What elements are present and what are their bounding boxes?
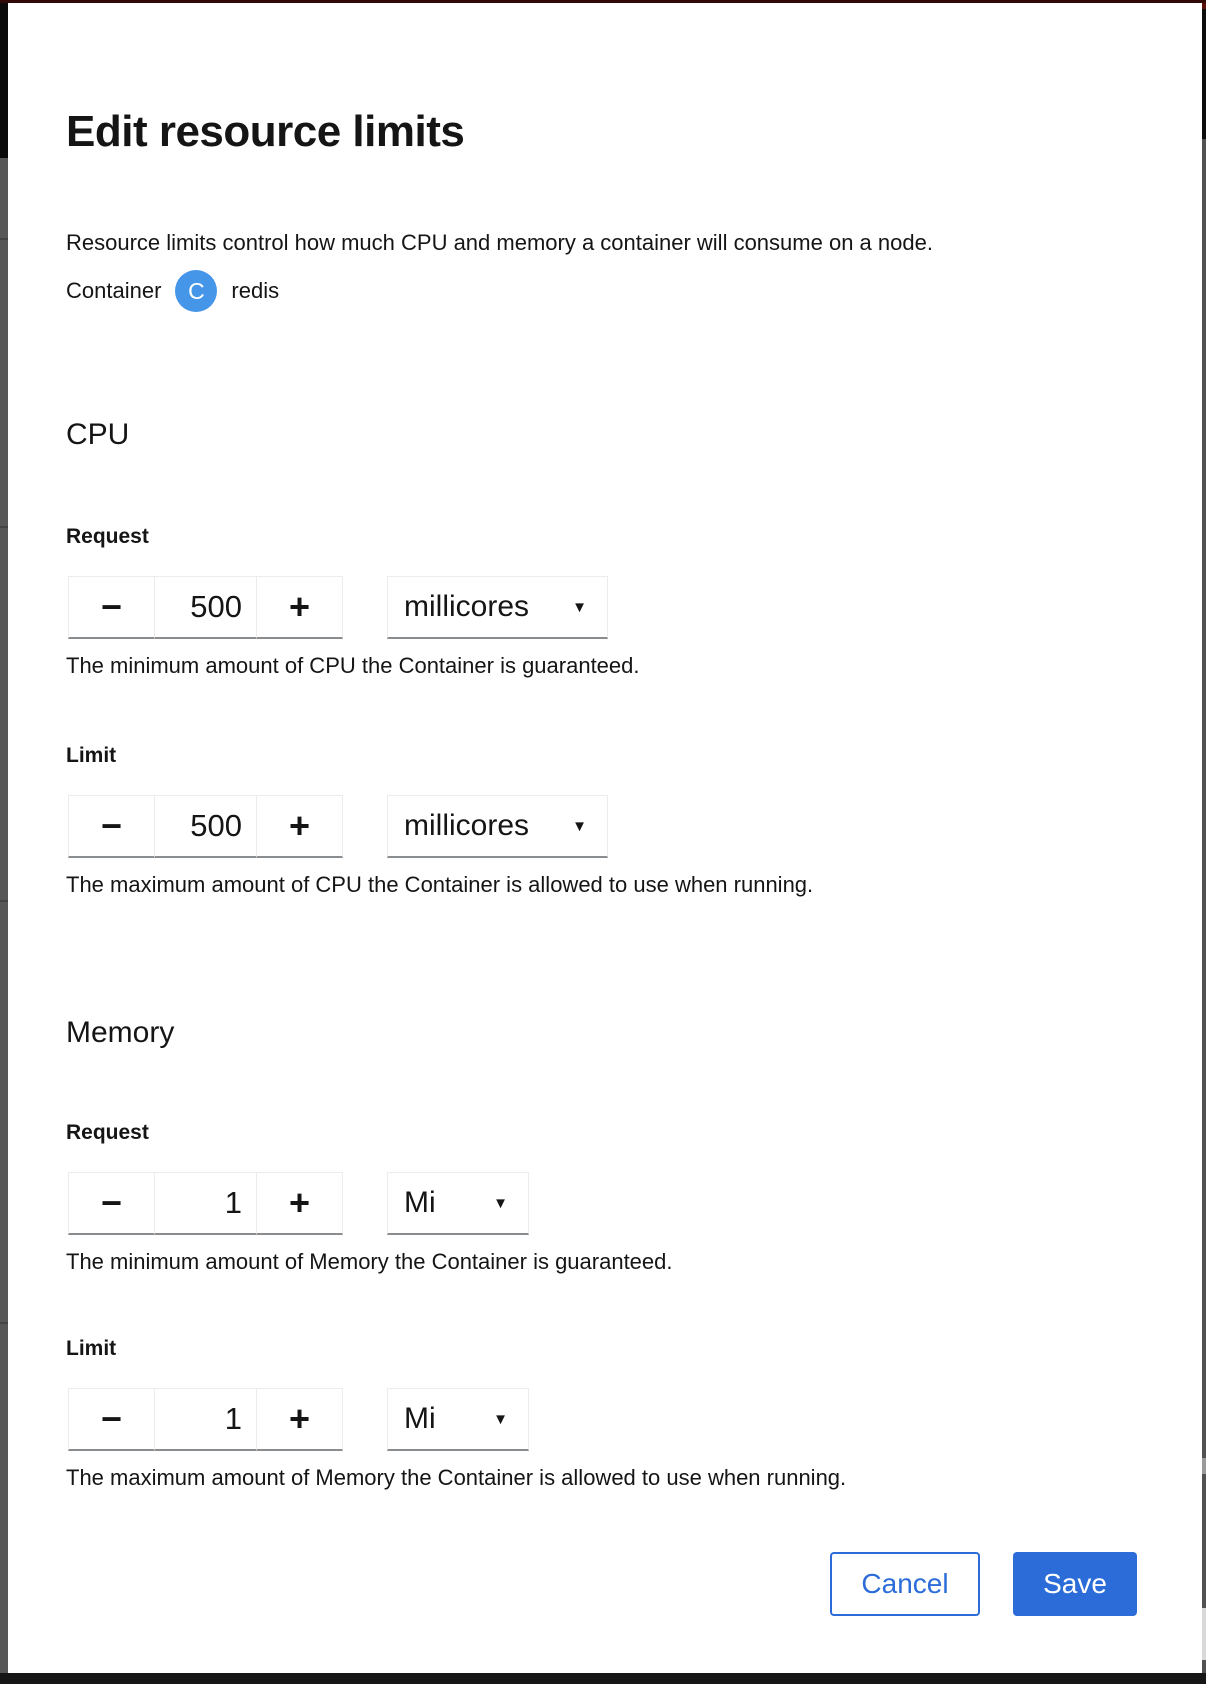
field-help-text: The maximum amount of Memory the Container is allowed to use when running.: [66, 1465, 847, 1490]
memory-limit-value-input[interactable]: [154, 1388, 257, 1451]
backdrop-line: [0, 1322, 8, 1324]
unit-select-value: Mi: [404, 1402, 436, 1435]
memory-limit-stepper: [68, 1388, 343, 1451]
caret-down-icon: ▼: [572, 598, 587, 616]
minus-button[interactable]: [68, 576, 155, 639]
caret-down-icon: ▼: [572, 817, 587, 835]
cpu-limit-stepper: [68, 795, 343, 858]
minus-button[interactable]: [68, 795, 155, 858]
cpu-request-value-input[interactable]: [154, 576, 257, 639]
backdrop-left-strip: [0, 0, 8, 1684]
unit-select-value: millicores: [404, 590, 530, 623]
field-group-cpu-request: [66, 524, 1186, 684]
field-help-text: The minimum amount of CPU the Container is guaranteed.: [66, 653, 640, 678]
container-badge-icon: C: [175, 270, 217, 312]
cpu-limit-unit-select[interactable]: [387, 795, 608, 858]
section-heading-memory: Memory: [66, 1015, 175, 1049]
container-row: [66, 269, 279, 313]
plus-button[interactable]: [256, 1388, 343, 1451]
minus-icon: −: [100, 586, 123, 627]
backdrop-line: [0, 526, 8, 528]
memory-request-unit-select[interactable]: [387, 1172, 529, 1235]
edit-resource-limits-dialog: [8, 3, 1202, 1673]
field-group-cpu-limit: [66, 743, 1186, 903]
backdrop-dark-segment: [0, 0, 8, 158]
field-group-memory-limit: [66, 1336, 1186, 1496]
field-group-memory-request: [66, 1120, 1186, 1280]
minus-icon: −: [100, 1398, 123, 1439]
plus-button[interactable]: [256, 795, 343, 858]
cpu-limit-value-input[interactable]: [154, 795, 257, 858]
backdrop-line: [0, 900, 8, 902]
plus-icon: +: [288, 586, 311, 627]
backdrop-bottom-strip: [0, 1673, 1206, 1684]
plus-icon: +: [288, 1398, 311, 1439]
caret-down-icon: ▼: [493, 1194, 508, 1212]
plus-button[interactable]: [256, 576, 343, 639]
save-button[interactable]: Save: [1013, 1552, 1137, 1616]
field-label-limit: Limit: [66, 1337, 117, 1360]
minus-icon: −: [100, 1182, 123, 1223]
unit-select-value: Mi: [404, 1186, 436, 1219]
cpu-request-unit-select[interactable]: [387, 576, 608, 639]
backdrop-right-strip: [1202, 0, 1206, 1684]
cancel-button[interactable]: Cancel: [830, 1552, 980, 1616]
container-name: redis: [231, 278, 280, 303]
memory-limit-unit-select[interactable]: [387, 1388, 529, 1451]
plus-button[interactable]: [256, 1172, 343, 1235]
field-help-text: The maximum amount of CPU the Container is allowed to use when running.: [66, 872, 814, 897]
dialog-title: Edit resource limits: [66, 107, 465, 157]
cpu-request-stepper: [68, 576, 343, 639]
plus-icon: +: [288, 805, 311, 846]
backdrop-artifact: [1202, 1608, 1206, 1660]
container-label: Container: [66, 278, 162, 303]
field-label-request: Request: [66, 525, 149, 548]
backdrop-dark-segment: [1202, 9, 1206, 139]
minus-icon: −: [100, 805, 123, 846]
backdrop-artifact: [1202, 1458, 1206, 1474]
memory-request-stepper: [68, 1172, 343, 1235]
memory-request-value-input[interactable]: [154, 1172, 257, 1235]
minus-button[interactable]: [68, 1388, 155, 1451]
minus-button[interactable]: [68, 1172, 155, 1235]
field-label-limit: Limit: [66, 744, 117, 767]
dialog-description: Resource limits control how much CPU and memory a container will consume on a node.: [66, 230, 933, 255]
backdrop-line: [0, 238, 8, 240]
plus-icon: +: [288, 1182, 311, 1223]
unit-select-value: millicores: [404, 809, 530, 842]
field-label-request: Request: [66, 1121, 149, 1144]
caret-down-icon: ▼: [493, 1410, 508, 1428]
field-help-text: The minimum amount of Memory the Container is guaranteed.: [66, 1249, 673, 1274]
section-heading-cpu: CPU: [66, 417, 130, 451]
